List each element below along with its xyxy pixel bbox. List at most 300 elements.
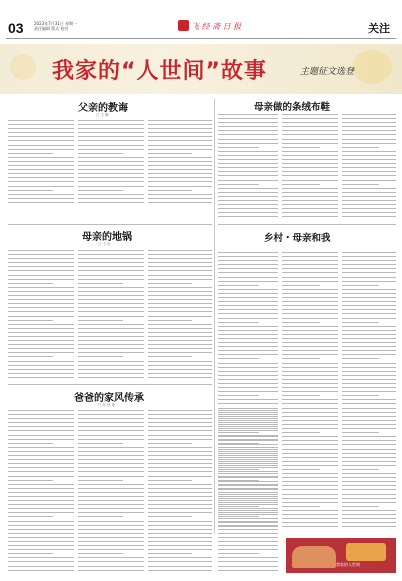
text-line [78,557,144,558]
text-line [148,422,212,423]
text-line [282,498,338,499]
text-line [342,200,396,201]
text-line [78,484,144,485]
text-line [148,545,212,546]
text-line [342,436,396,437]
text-line [148,173,212,174]
article-3-author: □ 王 岩 [98,242,111,246]
text-line [342,416,396,417]
text-line [218,196,278,197]
text-line [78,426,144,427]
text-line [148,177,212,178]
text-line [218,260,278,261]
text-line [218,410,278,411]
text-line [148,328,212,329]
banner-ornament-left [10,54,36,80]
text-line [8,430,74,431]
text-line [342,252,396,253]
article-1-text-col-2 [78,120,144,220]
text-line [78,459,144,460]
text-line [342,485,396,486]
text-line [342,264,396,265]
text-line [218,167,278,168]
text-line [148,136,212,137]
text-line [148,504,212,505]
text-line [148,480,192,481]
text-line [218,471,278,472]
text-line [342,326,396,327]
text-line [342,297,396,298]
text-line [148,426,212,427]
text-line [148,157,212,158]
text-line [8,492,74,493]
text-line [282,461,338,462]
text-line [342,408,396,409]
text-line [282,281,338,282]
text-line [218,525,278,526]
text-line [78,361,144,362]
text-line [218,204,278,205]
text-line [218,293,278,294]
text-line [148,467,212,468]
text-line [148,340,212,341]
text-line [282,334,338,335]
text-line [78,165,144,166]
text-line [148,266,212,267]
text-line [8,181,74,182]
article-5-title: 爸爸的家风传承 [74,393,144,404]
text-line [78,262,144,263]
text-line [218,504,278,505]
text-line [8,561,74,562]
text-line [78,120,144,121]
text-line [218,264,278,265]
text-line [342,403,396,404]
text-line [218,529,278,530]
text-line [218,318,278,319]
text-line [342,387,396,388]
text-line [8,537,74,538]
banner-ornament [352,50,392,84]
text-line [148,181,212,182]
article-5-text-col-3 [148,410,212,574]
text-line [78,324,144,325]
text-line [148,295,212,296]
text-line [342,420,396,421]
text-line [282,346,338,347]
text-line [8,480,53,481]
text-line [282,363,338,364]
text-line [8,463,74,464]
text-line [342,506,379,507]
text-line [148,336,212,337]
article-4-text-col-2 [282,252,338,534]
text-line [218,480,259,481]
text-line [78,570,144,571]
text-line [218,451,278,452]
text-line [342,155,396,156]
text-line [218,430,278,431]
text-line [282,354,338,355]
text-line [8,451,74,452]
text-line [218,463,278,464]
text-line [342,375,396,376]
text-line [8,320,53,321]
text-line [218,467,278,468]
text-line [148,348,212,349]
text-line [218,371,278,372]
text-line [342,424,396,425]
text-line [218,422,278,423]
text-line [342,122,396,123]
text-line [282,188,338,189]
text-line [148,186,212,187]
text-line [78,340,144,341]
text-line [8,352,74,353]
text-line [218,342,278,343]
text-line [148,365,212,366]
text-line [342,350,396,351]
text-line [78,279,144,280]
text-line [282,330,338,331]
text-line [282,293,338,294]
text-line [78,128,144,129]
text-line [342,139,396,140]
divider [218,224,396,225]
text-line [218,512,278,513]
text-line [342,428,396,429]
section-name: 关注 [368,22,390,35]
text-line [8,557,74,558]
text-line [148,557,212,558]
text-line [282,196,338,197]
text-line [148,484,212,485]
text-line [218,256,278,257]
text-line [282,322,320,323]
text-line [78,332,144,333]
text-line [78,303,144,304]
text-line [218,541,278,542]
text-line [218,537,278,538]
text-line [342,313,396,314]
banner-subtitle: 主题征文选登 [300,67,355,77]
text-line [8,496,74,497]
text-line [8,120,74,121]
text-line [148,471,212,472]
text-line [218,338,278,339]
text-line [8,287,74,288]
article-2-text-col-3 [342,114,396,220]
text-line [282,167,338,168]
text-line [8,295,74,296]
text-line [282,143,338,144]
text-line [78,545,144,546]
text-line [282,412,338,413]
text-line [282,453,338,454]
article-5-text-col-1 [8,410,74,574]
text-line [78,153,123,154]
text-line [8,414,74,415]
text-line [282,159,338,160]
header-divider [6,38,396,39]
text-line [148,250,212,251]
text-line [342,449,396,450]
text-line [282,473,338,474]
text-line [78,373,144,374]
text-line [78,177,144,178]
text-line [8,488,74,489]
text-line [8,332,74,333]
text-line [342,216,396,217]
text-line [78,414,144,415]
banner-title: 我家的“人世间”故事 [52,59,267,84]
article-3-text-col-2 [78,250,144,380]
text-line [78,258,144,259]
text-line [78,476,144,477]
text-line [148,161,212,162]
text-line [342,309,396,310]
text-line [282,432,320,433]
text-line [78,553,123,554]
text-line [8,435,74,436]
text-line [342,457,396,458]
text-line [8,316,74,317]
text-line [78,344,144,345]
text-line [8,186,74,187]
text-line [218,155,278,156]
text-line [282,449,338,450]
text-line [342,130,396,131]
text-line [342,143,396,144]
article-2-text-col-1 [218,114,278,220]
text-line [148,570,212,571]
text-line [8,275,74,276]
text-line [78,336,144,337]
text-line [78,537,144,538]
text-line [148,279,212,280]
text-line [8,570,74,571]
text-line [282,416,338,417]
text-line [218,439,278,440]
text-line [342,318,396,319]
text-line [342,502,396,503]
text-line [218,151,278,152]
text-line [78,136,144,137]
text-line [8,254,74,255]
text-line [78,270,144,271]
text-line [342,285,379,286]
text-line [148,316,212,317]
text-line [218,533,278,534]
text-line [148,283,192,284]
text-line [148,140,212,141]
text-line [78,541,144,542]
text-line [342,301,396,302]
text-line [342,412,396,413]
text-line [342,489,396,490]
text-line [148,128,212,129]
text-line [218,147,259,148]
text-line [148,311,212,312]
text-line [8,149,74,150]
text-line [342,473,396,474]
text-line [342,432,379,433]
text-line [148,443,192,444]
text-line [342,192,396,193]
text-line [148,561,212,562]
text-line [8,566,74,567]
text-line [282,256,338,257]
text-line [148,529,212,530]
text-line [342,196,396,197]
text-line [8,459,74,460]
text-line [8,541,74,542]
page-header [0,0,402,40]
text-line [218,488,278,489]
text-line [8,328,74,329]
text-line [148,299,212,300]
text-line [218,367,278,368]
text-line [282,379,338,380]
text-line [218,118,278,119]
text-line [148,190,192,191]
text-line [8,132,74,133]
text-line [342,126,396,127]
text-line [8,533,74,534]
text-line [342,477,396,478]
text-line [282,526,338,527]
text-line [342,322,379,323]
text-line [282,264,338,265]
text-line [282,175,338,176]
article-5-text-col-2 [78,410,144,574]
article-5-author: □ 吴 秋 菊 [98,403,116,407]
text-line [282,155,338,156]
text-line [342,481,396,482]
text-line [342,180,396,181]
text-line [282,481,338,482]
text-line [342,281,396,282]
text-line [148,270,212,271]
text-line [282,272,338,273]
text-line [282,506,320,507]
text-line [218,500,278,501]
text-line [8,311,74,312]
text-line [342,498,396,499]
text-line [148,549,212,550]
text-line [78,410,144,411]
text-line [342,204,396,205]
text-line [148,169,212,170]
date-line-2: 责任编辑 版式 校对 [34,26,69,31]
text-line [218,252,278,253]
article-5-text-col-4 [218,410,278,574]
text-line [342,184,379,185]
text-line [342,163,396,164]
text-line [282,216,338,217]
text-line [78,275,144,276]
text-line [78,316,144,317]
text-line [8,484,74,485]
text-line [218,334,278,335]
text-line [218,476,278,477]
text-line [78,471,144,472]
text-line [78,418,144,419]
text-line [8,500,74,501]
text-line [78,512,144,513]
text-line [8,190,53,191]
text-line [8,279,74,280]
text-line [282,318,338,319]
text-line [342,510,396,511]
text-line [218,391,278,392]
text-line [78,348,144,349]
logo-text: 飞 经 斋 日 报 [191,22,242,31]
text-line [342,268,396,269]
text-line [282,305,338,306]
text-line [218,350,278,351]
date-line-1: 2023年7月31日 星期一 [34,21,78,26]
text-line [148,149,212,150]
text-line [8,422,74,423]
text-line [8,299,74,300]
text-line [342,354,396,355]
article-3-title: 母亲的地锅 [82,232,132,243]
text-line [78,320,123,321]
photo-people-image [292,546,336,568]
text-line [282,424,338,425]
text-line [8,270,74,271]
text-line [148,344,212,345]
text-line [8,194,74,195]
text-line [8,128,74,129]
text-line [342,367,396,368]
text-line [78,525,144,526]
text-line [78,132,144,133]
text-line [148,275,212,276]
text-line [148,287,212,288]
text-line [148,541,212,542]
text-line [282,391,338,392]
text-line [78,157,144,158]
text-line [78,198,144,199]
text-line [148,430,212,431]
text-line [282,420,338,421]
text-line [282,408,338,409]
text-line [342,334,396,335]
text-line [148,553,192,554]
text-line [218,139,278,140]
text-line [218,557,278,558]
text-line [218,395,259,396]
text-line [8,525,74,526]
text-line [342,175,396,176]
text-line [78,467,144,468]
text-line [78,311,144,312]
text-line [282,313,338,314]
text-line [78,496,144,497]
text-line [148,356,192,357]
text-line [8,124,74,125]
photo-caption: 我家的人世间 [336,562,360,567]
text-line [8,202,74,203]
text-line [218,301,278,302]
text-line [218,508,278,509]
text-line [78,328,144,329]
text-line [8,177,74,178]
text-line [342,518,396,519]
text-line [282,403,338,404]
